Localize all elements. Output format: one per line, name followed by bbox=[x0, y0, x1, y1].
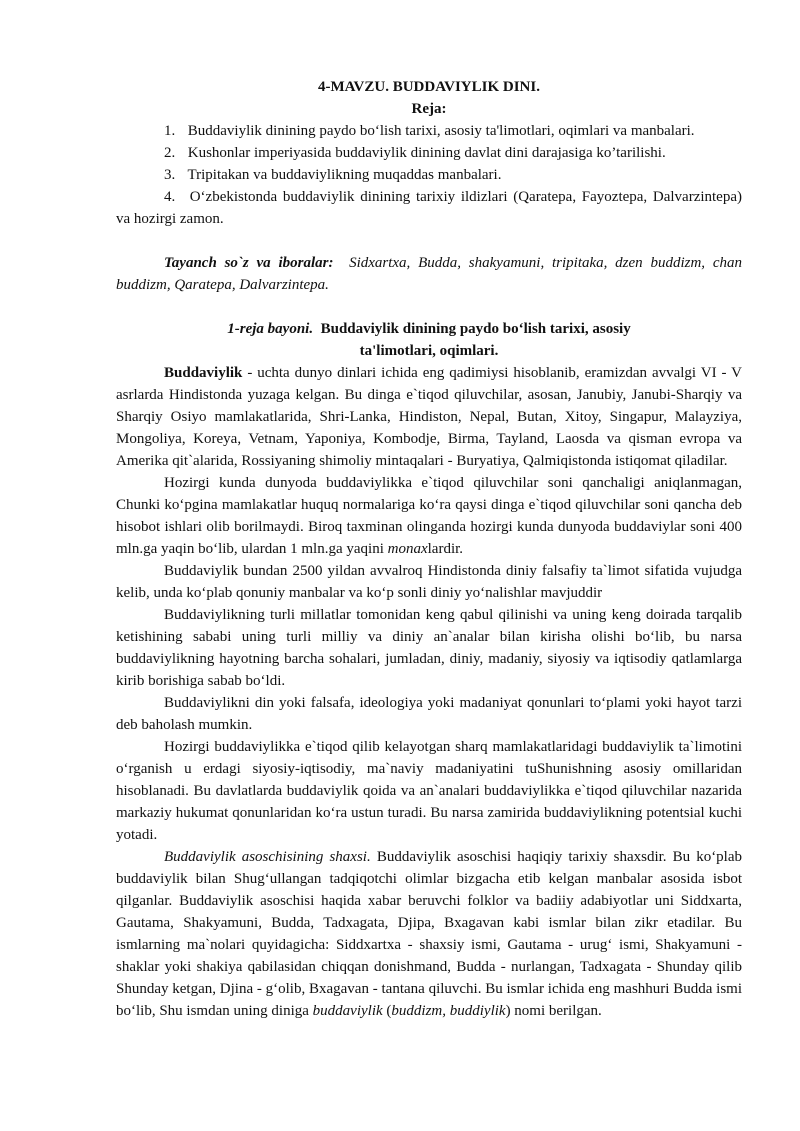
keywords-paragraph bbox=[116, 252, 742, 296]
keywords-label: Tayanch so`z va iboralar: bbox=[164, 255, 334, 271]
plan-item-text: Kushonlar imperiyasida buddaviylik dinining davlat dini darajasiga ko’tarilishi. bbox=[187, 145, 666, 161]
term-buddizm: buddizm, buddiylik bbox=[391, 1003, 506, 1019]
plan-item-number: 1. bbox=[164, 123, 176, 139]
paragraph-text: ) nomi berilgan. bbox=[505, 1003, 602, 1019]
term-buddaviylik-italic: buddaviylik bbox=[312, 1003, 383, 1019]
plan-item-number: 2. bbox=[164, 145, 176, 161]
paragraph-3: Buddaviylik bundan 2500 yildan avvalroq Hindistonda diniy falsafiy ta`limot sifatida vujudga kelib, unda ko‘plab qonuniy manbalar va ko‘p sonli diniy yo‘nalishlar mavjuddir bbox=[116, 563, 742, 601]
plan-item-text: Tripitakan va buddaviylikning muqaddas manbalari. bbox=[187, 167, 502, 183]
paragraph-text: ( bbox=[382, 1003, 392, 1019]
section-title-line2: ta'limotlari, oqimlari. bbox=[359, 343, 499, 359]
plan-item-text: Buddaviylik dinining paydo bo‘lish tarixi, asosiy ta'limotlari, oqimlari va manbalari. bbox=[187, 123, 695, 139]
paragraph-4: Buddaviylikning turli millatlar tomonidan keng qabul qilinishi va uning keng doirada tarqalib ketishining sababi uning turli milliy va diniy an`analar bilan kirisha olishi bo‘lib, bu narsa buddaviylikning hayotning barcha sohalari, jumladan, diniy, madaniy, siyosiy va iqtisodiy qatlamlarga kirib borishiga sabab bo‘ldi. bbox=[116, 607, 742, 689]
paragraph-5: Buddaviylikni din yoki falsafa, ideologiya yoki madaniyat qonunlari to‘plami yoki hayot tarzi deb baholash mumkin. bbox=[116, 695, 742, 733]
subheading-founder: Buddaviylik asoschisining shaxsi. bbox=[164, 849, 371, 865]
spacer bbox=[116, 296, 742, 318]
spacer bbox=[116, 230, 742, 252]
paragraph-text: lardir. bbox=[427, 541, 464, 557]
paragraph-6: Hozirgi buddaviylikka e`tiqod qilib kelayotgan sharq mamlakatlaridagi buddaviylik ta`limotini o‘rganish u erdagi siyosiy-iqtisodiy, ma`naviy madaniyatini tuShunishning asosiy omillaridan hisoblanadi. Bu davlatlarda buddaviylik qoida va an`analari buddaviylikka e`tiqod qiluvchilar nazarida markaziy hukumat qonunlaridan ko‘ra ustun turadi. Bu narsa zamirida buddaviylikning potentsial kuchi yotadi. bbox=[116, 739, 742, 843]
paragraph-7 bbox=[116, 846, 742, 1022]
plan-list bbox=[116, 120, 742, 230]
plan-item bbox=[116, 164, 742, 186]
plan-item bbox=[116, 186, 742, 230]
plan-item-number: 4. bbox=[164, 189, 176, 205]
paragraph-2 bbox=[116, 472, 742, 560]
plan-item-text: O‘zbekistonda buddaviylik dinining tarixiy ildizlari (Qaratepa, Fayoztepa, Dalvarzintepa) va hozirgi zamon. bbox=[116, 189, 742, 227]
keywords-text: Sidxartxa, Budda, shakyamuni, tripitaka, dzen buddizm, chan buddizm, Qaratepa, Dalvarzintepa. bbox=[116, 255, 742, 293]
paragraph-text: Buddaviylik asoschisi haqiqiy tarixiy shaxsdir. Bu ko‘plab buddaviylik bilan Shug‘ullangan tadqiqotchi olimlar bizgacha etib kelgan manbalar asosida isbot qilganlar. Buddaviylik asoschisi haqida xabar beruvchi folklor va badiiy adabiyotlar uni Siddxarta, Gautama, Shakyamuni, Budda, Tadxagata, Djipa, Bxagavan kabi ismlar bilan zikr etadilar. Bu ismlarning ma`nolari quyidagicha: Siddxartxa - shaxsiy ismi, Gautama - urug‘ ismi, Shakyamuni - shaklar yoki shakiya qabilasidan chiqqan donishmand, Budda - nurlangan, Tadxagata - Shunday qilib Shunday ketgan, Djina - g‘olib, Bxagavan - tantana qiluvchi. Bu ismlar ichida eng mashhuri Budda ismi bo‘lib, Shu ismdan uning diniga bbox=[116, 849, 743, 1019]
paragraph-1 bbox=[116, 362, 742, 472]
section-title-line1: Buddaviylik dinining paydo bo‘lish tarixi, asosiy bbox=[320, 321, 631, 337]
plan-label: Reja: bbox=[411, 101, 447, 117]
paragraph-text: Hozirgi kunda dunyoda buddaviylikka e`tiqod qiluvchilar soni qanchaligi aniqlanmagan, Chunki ko‘pgina mamlakatlar huquq normalariga ko‘ra qaysi dinga e`tiqod qiluvchilar soni qancha deb hisobot ishlari olib borilmaydi. Biroq taxminan olinganda hozirgi kunda dunyoda buddaviylar soni 400 mln.ga yaqin bo‘lib, ulardan 1 mln.ga yaqini bbox=[116, 475, 742, 557]
paragraph-text: - uchta dunyo dinlari ichida eng qadimiysi hisoblanib, eramizdan avvalgi VI - V asrlarda Hindistonda yuzaga kelgan. Bu dinga e`tiqod qiluvchilar, asosan, Janubiy, Janubi-Sharqiy va Sharqiy Osiyo mamlakatlarida, Shri-Lanka, Hindiston, Nepal, Butan, Xitoy, Singapur, Malayziya, Mongoliya, Koreya, Vetnam, Yaponiya, Kombodje, Birma, Tayland, Laosda va qisman evropa va Amerika qit`alarida, Rossiyaning shimoliy mintaqalari - Buryatiya, Qalmiqistonda istiqomat qiladilar. bbox=[116, 365, 742, 469]
plan-item bbox=[116, 142, 742, 164]
term-buddaviylik: Buddaviylik bbox=[164, 365, 243, 381]
plan-item bbox=[116, 120, 742, 142]
document-title: 4-MAVZU. BUDDAVIYLIK DINI. bbox=[318, 79, 540, 95]
plan-item-number: 3. bbox=[164, 167, 176, 183]
section-label: 1-reja bayoni. bbox=[227, 321, 314, 337]
term-monax: monax bbox=[387, 541, 428, 557]
section-heading bbox=[116, 318, 742, 340]
